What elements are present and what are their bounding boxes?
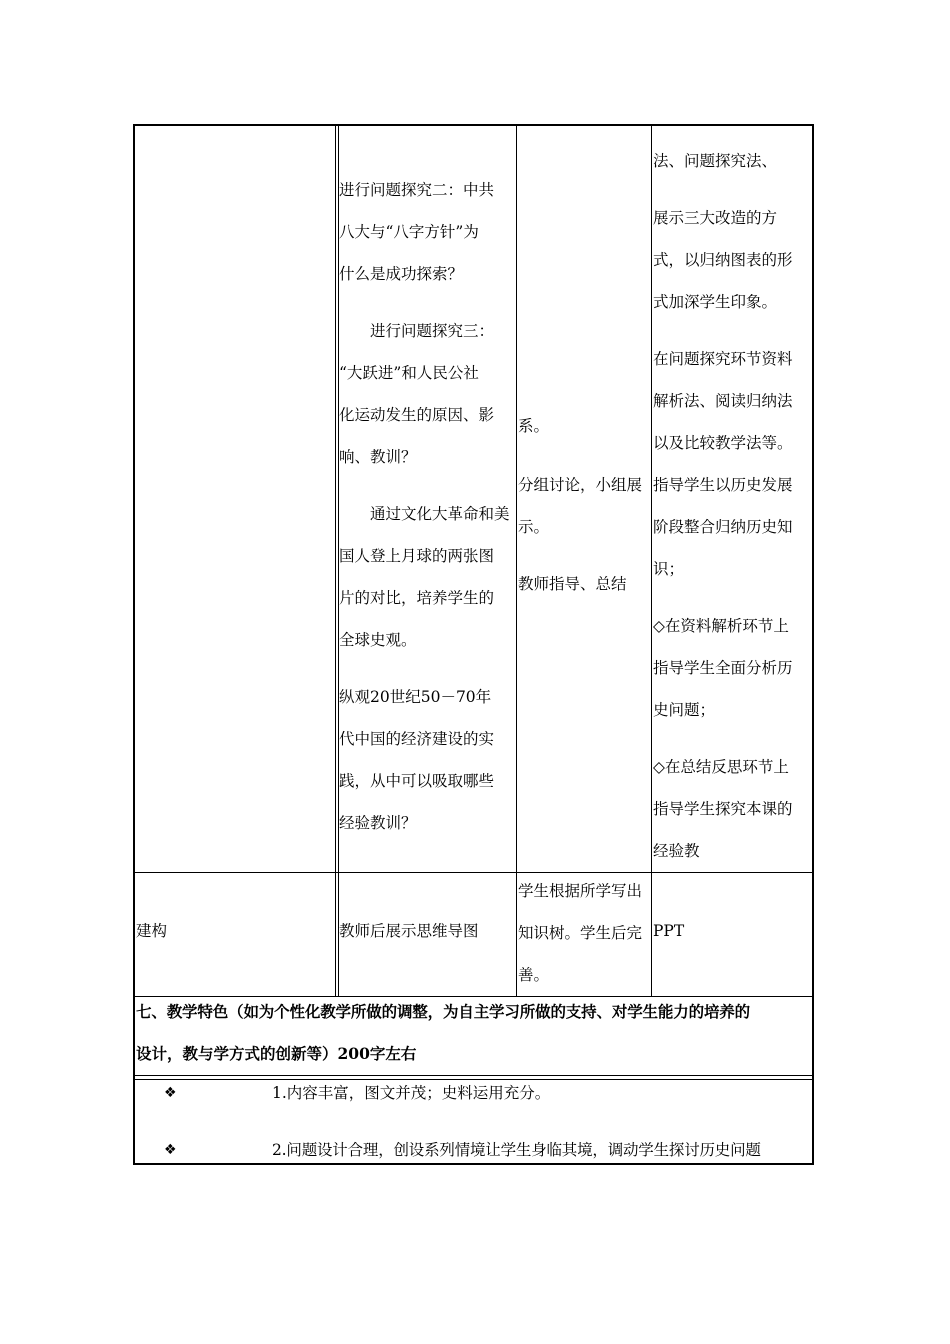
cell-text-line: 识； [653, 560, 685, 578]
cell-text-line: ◇在总结反思环节上 [653, 758, 789, 776]
row2-col1-text: 建构 [136, 922, 168, 940]
cell-text-line: 全球史观。 [339, 631, 417, 649]
cell-text-line: 阶段整合归纳历史知 [653, 518, 793, 536]
row-divider [134, 872, 813, 873]
column-divider [516, 125, 517, 996]
cell-text-line: 式加深学生印象。 [653, 293, 778, 311]
cell-text-line: 进行问题探究二：中共 [339, 181, 495, 199]
cell-text-line: 善。 [518, 966, 550, 984]
cell-text-line: 通过文化大革命和美 [339, 505, 510, 523]
cell-text-line: 在问题探究环节资料 [653, 350, 793, 368]
cell-text-line: 片的对比，培养学生的 [339, 589, 495, 607]
cell-text-line: 践，从中可以吸取哪些 [339, 772, 495, 790]
cell-text-line: 进行问题探究三： [339, 322, 495, 340]
diamond-bullet-icon: ❖ [164, 1142, 177, 1158]
cell-text-line: 纵观20世纪50－70年 [339, 688, 492, 706]
cell-text-line: 指导学生以历史发展 [653, 476, 793, 494]
heading-line: 七、教学特色（如为个性化教学所做的调整，为自主学习所做的支持、对学生能力的培养的 [136, 1002, 751, 1021]
cell-text-line: 经验教 [653, 842, 700, 860]
cell-text-line: 示。 [518, 518, 550, 536]
cell-text-line: 式，以归纳图表的形 [653, 251, 793, 269]
cell-text-line: 以及比较教学法等。 [653, 434, 793, 452]
row2-col4-text: PPT [653, 922, 685, 940]
cell-text-line: 史问题； [653, 701, 716, 719]
cell-text-line: 知识树。学生后完 [518, 924, 643, 942]
cell-text-line: 国人登上月球的两张图 [339, 547, 495, 565]
feature-text: 2.问题设计合理，创设系列情境让学生身临其境，调动学生探讨历史问题 [272, 1141, 761, 1159]
cell-text-line: 分组讨论，小组展 [518, 476, 643, 494]
cell-text-line: 什么是成功探索？ [339, 265, 464, 283]
cell-text-line: 展示三大改造的方 [653, 209, 778, 227]
cell-text-line: 代中国的经济建设的实 [339, 730, 495, 748]
cell-text-line: “大跃进”和人民公社 [339, 364, 479, 382]
cell-text-line: 教师指导、总结 [518, 575, 627, 593]
cell-text-line: ◇在资料解析环节上 [653, 617, 789, 635]
cell-text-line: 指导学生全面分析历 [653, 659, 793, 677]
cell-text-line: 响、教训？ [339, 448, 417, 466]
cell-text-line: 解析法、阅读归纳法 [653, 392, 793, 410]
feature-text: 1.内容丰富，图文并茂；史料运用充分。 [272, 1084, 551, 1102]
heading-line: 设计，教与学方式的创新等）200字左右 [136, 1044, 417, 1063]
cell-text-line: 化运动发生的原因、影 [339, 406, 495, 424]
cell-text-line: 经验教训？ [339, 814, 417, 832]
row2-col2-text: 教师后展示思维导图 [339, 922, 479, 940]
cell-text-line: 系。 [518, 417, 550, 435]
cell-text-line: 八大与“八字方针”为 [339, 223, 479, 241]
diamond-bullet-icon: ❖ [164, 1085, 177, 1101]
column-divider [335, 125, 336, 996]
cell-text-line: 学生根据所学写出 [518, 882, 643, 900]
column-divider [651, 125, 652, 996]
cell-text-line: 指导学生探究本课的 [653, 800, 793, 818]
cell-text-line: 法、问题探究法、 [653, 152, 778, 170]
